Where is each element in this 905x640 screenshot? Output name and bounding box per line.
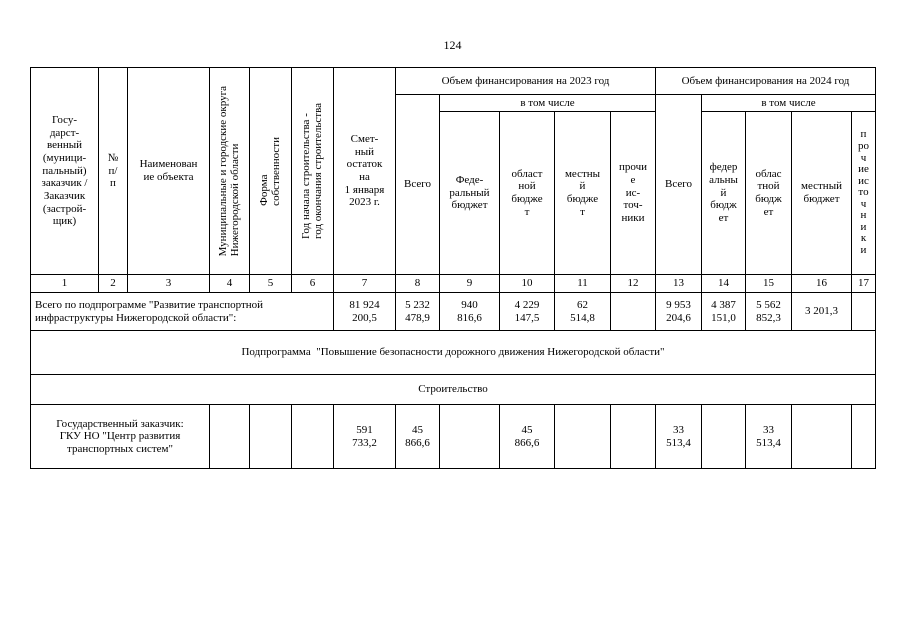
column-number: 7 bbox=[334, 275, 396, 293]
customer-total-2023: 45 866,6 bbox=[396, 405, 440, 469]
customer-years bbox=[292, 405, 334, 469]
regional-2024: 5 562 852,3 bbox=[746, 293, 792, 331]
local-2024: 3 201,3 bbox=[792, 293, 852, 331]
header-local-2024: местный бюджет bbox=[792, 112, 852, 275]
customer-municipal bbox=[210, 405, 250, 469]
header-years-text: Год начала строительства - год окончания строительства bbox=[300, 103, 325, 239]
subprogram-total-row bbox=[31, 293, 876, 331]
header-municipal bbox=[210, 68, 250, 275]
subprogram-title: Подпрограмма "Повышение безопасности дорожного движения Нижегородской области" bbox=[31, 331, 876, 375]
header-other-2023: прочи е ис- точ- ники bbox=[611, 112, 656, 275]
header-object-name: Наименован ие объекта bbox=[128, 68, 210, 275]
page-number: 124 bbox=[443, 38, 462, 52]
customer-label: Государственный заказчик: ГКУ НО "Центр развития транспортных систем" bbox=[31, 405, 210, 469]
column-number: 14 bbox=[702, 275, 746, 293]
header-estimate: Смет- ный остаток на 1 января 2023 г. bbox=[334, 68, 396, 275]
header-ownership bbox=[250, 68, 292, 275]
column-number: 2 bbox=[99, 275, 128, 293]
column-number: 10 bbox=[500, 275, 555, 293]
header-total-2024: Всего bbox=[656, 95, 702, 275]
column-number: 12 bbox=[611, 275, 656, 293]
column-number: 6 bbox=[292, 275, 334, 293]
column-number: 3 bbox=[128, 275, 210, 293]
column-number: 4 bbox=[210, 275, 250, 293]
total-2023: 5 232 478,9 bbox=[396, 293, 440, 331]
column-number: 8 bbox=[396, 275, 440, 293]
federal-2024: 4 387 151,0 bbox=[702, 293, 746, 331]
column-number: 13 bbox=[656, 275, 702, 293]
header-federal-2024: федер альны й бюдж ет bbox=[702, 112, 746, 275]
federal-2023: 940 816,6 bbox=[440, 293, 500, 331]
other-2024 bbox=[852, 293, 876, 331]
regional-2023: 4 229 147,5 bbox=[500, 293, 555, 331]
header-regional-2023: област ной бюдже т bbox=[500, 112, 555, 275]
budget-table-frame bbox=[30, 67, 876, 469]
header-total-2023: Всего bbox=[396, 95, 440, 275]
customer-total-2024: 33 513,4 bbox=[656, 405, 702, 469]
total-estimate: 81 924 200,5 bbox=[334, 293, 396, 331]
local-2023: 62 514,8 bbox=[555, 293, 611, 331]
header-funding-2024: Объем финансирования на 2024 год bbox=[656, 68, 876, 95]
header-including-2024: в том числе bbox=[702, 95, 876, 112]
column-number: 9 bbox=[440, 275, 500, 293]
column-numbers-row bbox=[31, 275, 876, 293]
budget-table bbox=[30, 67, 876, 469]
header-customer: Госу- дарст- венный (муници- пальный) заказчик / Заказчик (застрой- щик) bbox=[31, 68, 99, 275]
header-other-2024: п ро ч ие ис то ч н и к и bbox=[852, 112, 876, 275]
customer-local-2024 bbox=[792, 405, 852, 469]
total-row-label: Всего по подпрограмме "Развитие транспортной инфраструктуры Нижегородской области": bbox=[31, 293, 334, 331]
header-federal-2023: Феде- ральный бюджет bbox=[440, 112, 500, 275]
header-municipal-text: Муниципальные и городские округа Нижегородской области bbox=[217, 85, 242, 257]
column-number: 17 bbox=[852, 275, 876, 293]
header-num: № п/ п bbox=[99, 68, 128, 275]
header-years bbox=[292, 68, 334, 275]
header-regional-2024: облас тной бюдж ет bbox=[746, 112, 792, 275]
column-number: 16 bbox=[792, 275, 852, 293]
customer-federal-2024 bbox=[702, 405, 746, 469]
section-title: Строительство bbox=[31, 375, 876, 405]
customer-local-2023 bbox=[555, 405, 611, 469]
header-including-2023: в том числе bbox=[440, 95, 656, 112]
column-number: 15 bbox=[746, 275, 792, 293]
customer-regional-2024: 33 513,4 bbox=[746, 405, 792, 469]
customer-other-2023 bbox=[611, 405, 656, 469]
customer-federal-2023 bbox=[440, 405, 500, 469]
column-number: 11 bbox=[555, 275, 611, 293]
customer-estimate: 591 733,2 bbox=[334, 405, 396, 469]
customer-other-2024 bbox=[852, 405, 876, 469]
column-number: 1 bbox=[31, 275, 99, 293]
other-2023 bbox=[611, 293, 656, 331]
header-local-2023: местны й бюдже т bbox=[555, 112, 611, 275]
customer-regional-2023: 45 866,6 bbox=[500, 405, 555, 469]
customer-ownership bbox=[250, 405, 292, 469]
total-2024: 9 953 204,6 bbox=[656, 293, 702, 331]
header-ownership-text: Форма собственности bbox=[258, 136, 283, 206]
column-number: 5 bbox=[250, 275, 292, 293]
header-funding-2023: Объем финансирования на 2023 год bbox=[396, 68, 656, 95]
customer-row bbox=[31, 405, 876, 469]
